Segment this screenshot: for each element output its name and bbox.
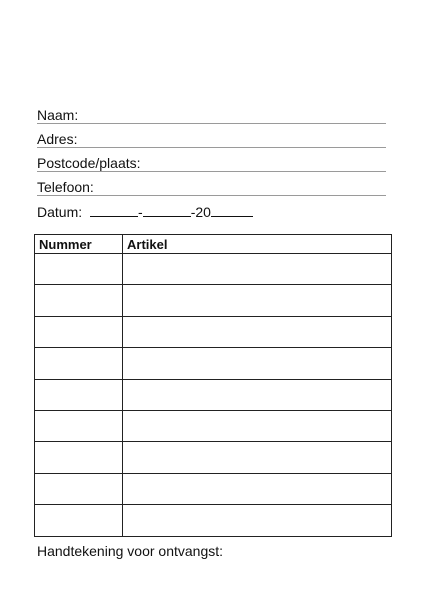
date-year-blank[interactable] bbox=[211, 204, 253, 217]
date-day-blank[interactable] bbox=[90, 204, 138, 217]
date-separator-2: -20 bbox=[190, 204, 211, 220]
table-row bbox=[35, 473, 392, 504]
number-cell[interactable] bbox=[35, 379, 123, 410]
date-separator-1: - bbox=[138, 204, 143, 220]
date-label: Datum: bbox=[37, 204, 83, 220]
name-field[interactable] bbox=[37, 106, 386, 126]
article-cell[interactable] bbox=[123, 348, 392, 379]
postal-line bbox=[37, 171, 386, 172]
article-cell[interactable] bbox=[123, 316, 392, 347]
number-cell[interactable] bbox=[35, 473, 123, 504]
table-body bbox=[35, 254, 392, 537]
table-header-row bbox=[35, 235, 392, 254]
article-cell[interactable] bbox=[123, 285, 392, 316]
article-cell[interactable] bbox=[123, 410, 392, 441]
phone-field[interactable] bbox=[37, 178, 386, 198]
table-row bbox=[35, 379, 392, 410]
article-cell[interactable] bbox=[123, 379, 392, 410]
address-label: Adres: bbox=[37, 131, 78, 147]
date-month-blank[interactable] bbox=[143, 204, 191, 217]
table-row bbox=[35, 348, 392, 379]
number-cell[interactable] bbox=[35, 410, 123, 441]
name-label: Naam: bbox=[37, 107, 79, 123]
table-row bbox=[35, 442, 392, 473]
article-cell[interactable] bbox=[123, 473, 392, 504]
address-field[interactable] bbox=[37, 130, 386, 150]
postal-field[interactable] bbox=[37, 154, 386, 174]
column-header-number: Nummer bbox=[35, 235, 123, 254]
number-cell[interactable] bbox=[35, 505, 123, 536]
phone-label: Telefoon: bbox=[37, 179, 94, 195]
table-row bbox=[35, 316, 392, 347]
article-cell[interactable] bbox=[123, 442, 392, 473]
article-cell[interactable] bbox=[123, 254, 392, 285]
number-cell[interactable] bbox=[35, 285, 123, 316]
items-table bbox=[34, 234, 392, 537]
number-cell[interactable] bbox=[35, 348, 123, 379]
number-cell[interactable] bbox=[35, 442, 123, 473]
phone-line bbox=[37, 195, 386, 196]
address-line bbox=[37, 147, 386, 148]
number-cell[interactable] bbox=[35, 316, 123, 347]
table-row bbox=[35, 410, 392, 441]
name-line bbox=[37, 123, 386, 124]
signature-label: Handtekening voor ontvangst: bbox=[37, 543, 224, 559]
column-header-article: Artikel bbox=[123, 235, 392, 254]
article-cell[interactable] bbox=[123, 505, 392, 536]
number-cell[interactable] bbox=[35, 254, 123, 285]
date-field[interactable] bbox=[37, 204, 253, 224]
table-row bbox=[35, 254, 392, 285]
table-row bbox=[35, 285, 392, 316]
table-row bbox=[35, 505, 392, 536]
postal-label: Postcode/plaats: bbox=[37, 155, 141, 171]
